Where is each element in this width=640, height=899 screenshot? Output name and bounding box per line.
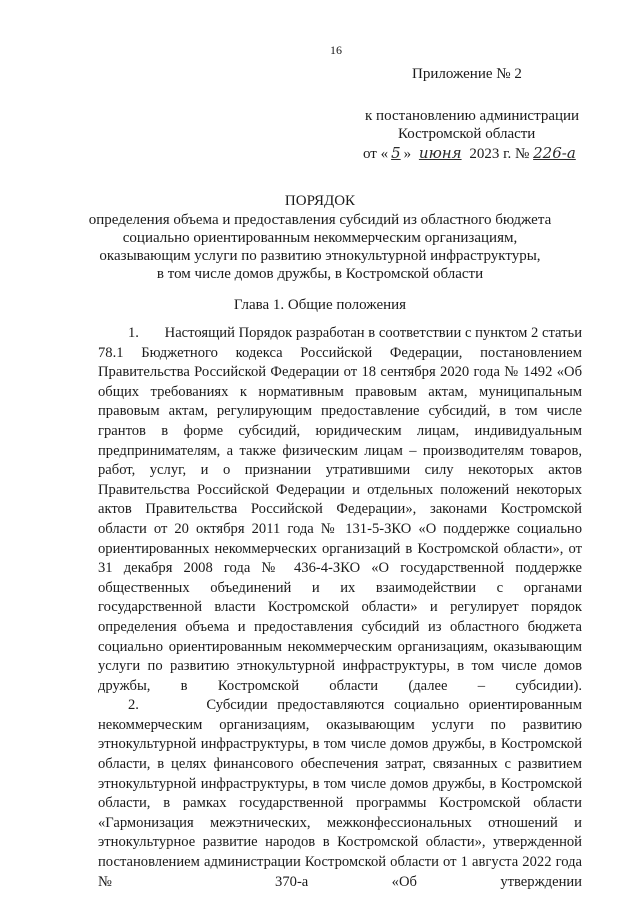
title-line-2: социально ориентированным некоммерческим организациям, xyxy=(122,230,518,246)
handwritten-number: 226-а xyxy=(533,144,576,162)
date-prefix: от « xyxy=(363,146,389,162)
date-year: 2023 г. № xyxy=(469,146,530,162)
appendix-resolution-line: к постановлению администрации xyxy=(365,108,580,124)
date-mid: » xyxy=(403,146,412,162)
chapter-heading: Глава 1. Общие положения xyxy=(233,297,407,313)
paragraph-1: 1. Настоящий Порядок разработан в соответствии с пунктом 2 статьи 78.1 Бюджетного кодекса Российской Федерации, постановлением Правительства Российской Федерации от 18 сентября 2020 года № 1492 «Об общих требованиях к нормативным правовым актам, муниципальным правовым актам, регулирующим предоставление субсидий, в том числе грантов в форме субсидий, юридическим лицам, индивидуальным предпринимателям, а также физическим лицам – производителям товаров, работ, услуг, и о признании утратившими силу некоторых актов Правительства Российской Федерации и отдельных положений некоторых актов Правительства Российской Федерации», законами Костромской области от 20 октября 2011 года № 131-5-ЗКО «О поддержке социально ориентированных некоммерческих организаций в Костромской области», от 31 декабря 2008 года № 436-4-ЗКО «О государственной поддержке общественных объединений и их взаимодействии с органами государственной власти Костромской области» и регулирует порядок определения объема и предоставления субсидий из областного бюджета социально ориентированным некоммерческим организациям, оказывающим услуги по развитию этнокультурной инфраструктуры, в том числе домов дружбы, в Костромской области (далее – субсидии). xyxy=(98,325,582,694)
document-heading: ПОРЯДОК xyxy=(284,193,356,209)
paragraph-2: 2. Субсидии предоставляются социально ориентированным некоммерческим организациям, оказывающим услуги по развитию этнокультурной инфраструктуры, в том числе домов дружбы, в Костромской области, в целях финансового обеспечения затрат, связанных с развитием этнокультурной инфраструктуры, в том числе домов дружбы, в Костромской области, в рамках государственной программы Костромской области «Гармонизация межэтнических, межконфессиональных отношений и этнокультурное развитие народов в Костромской области», утвержденной постановлением администрации Костромской области от 1 августа 2022 года № 370-а «Об утверждении xyxy=(98,697,582,890)
title-line-4: в том числе домов дружбы, в Костромской области xyxy=(156,266,484,282)
handwritten-day: 5 xyxy=(391,144,401,162)
title-line-3: оказывающим услуги по развитию этнокультурной инфраструктуры, xyxy=(99,248,541,264)
document-body xyxy=(98,324,582,892)
page-number: 16 xyxy=(330,43,342,57)
appendix-label: Приложение № 2 xyxy=(412,66,522,82)
title-line-1: определения объема и предоставления субсидий из областного бюджета xyxy=(88,212,552,228)
appendix-date-line xyxy=(363,144,576,163)
appendix-region-line: Костромской области xyxy=(398,126,536,142)
handwritten-month: июня xyxy=(418,144,462,162)
